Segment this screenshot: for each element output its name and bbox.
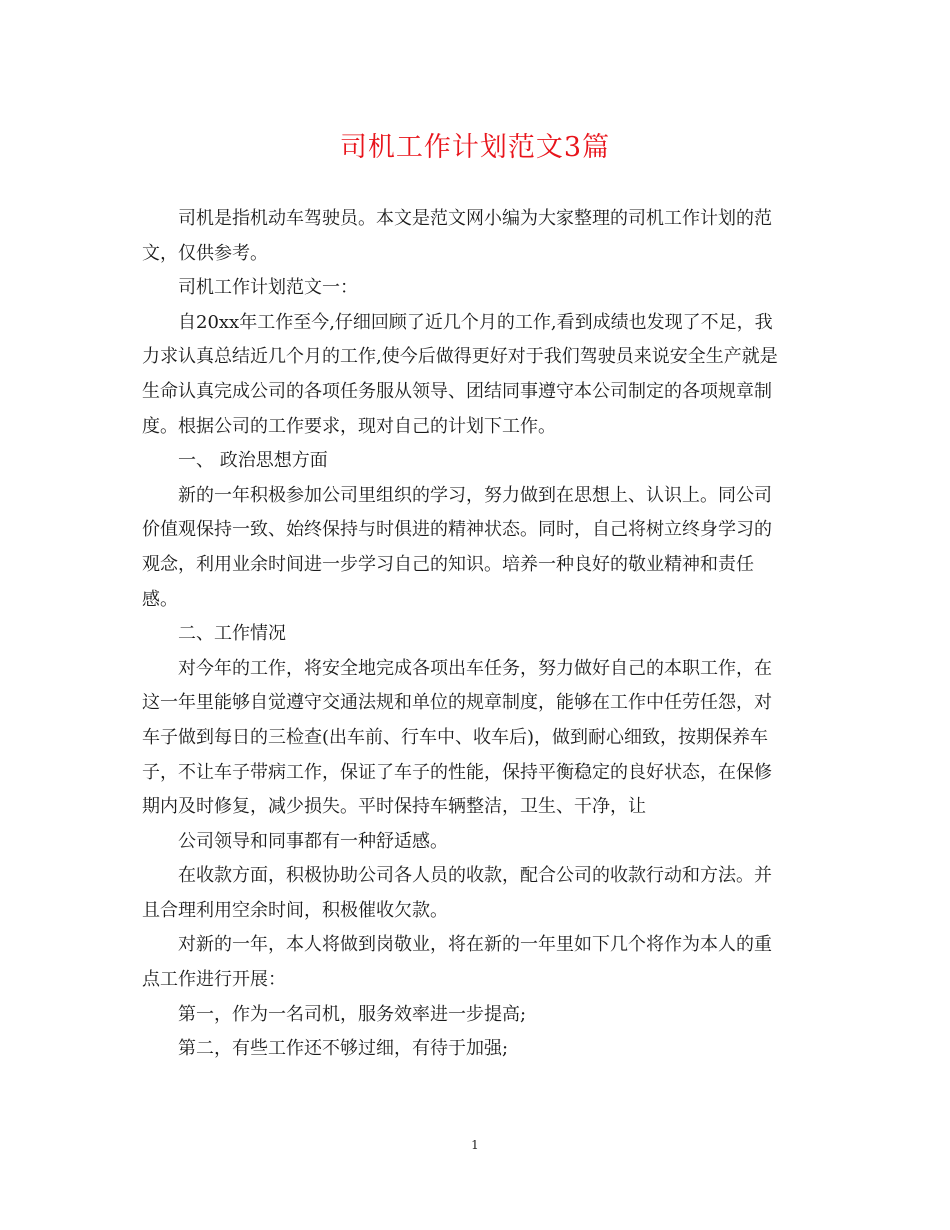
paragraph-line: 力求认真总结近几个月的工作,使今后做得更好对于我们驾驶员来说安全生产就是: [142, 346, 778, 368]
paragraph-line: 文，仅供参考。: [142, 242, 268, 264]
paragraph-line: 这一年里能够自觉遵守交通法规和单位的规章制度，能够在工作中任劳任怨，对: [142, 692, 772, 714]
paragraph-line: 感。: [142, 588, 178, 610]
document-body: [142, 202, 806, 1067]
paragraph-line: 一、 政治思想方面: [178, 450, 328, 472]
paragraph-line: 在收款方面，积极协助公司各人员的收款，配合公司的收款行动和方法。并: [178, 865, 772, 887]
paragraph-line: 新的一年积极参加公司里组织的学习，努力做到在思想上、认识上。同公司: [178, 484, 772, 506]
paragraph-line: 第二，有些工作还不够过细，有待于加强;: [178, 1038, 509, 1060]
paragraph: [142, 444, 806, 479]
paragraph-line: 子，不让车子带病工作，保证了车子的性能，保持平衡稳定的良好状态，在保修: [142, 761, 772, 783]
paragraph: [142, 859, 806, 928]
paragraph-line: 第一，作为一名司机，服务效率进一步提高;: [178, 1003, 527, 1025]
paragraph-line: 生命认真完成公司的各项任务服从领导、团结同事遵守本公司制定的各项规章制: [142, 380, 772, 402]
paragraph: [142, 306, 806, 444]
paragraph-line: 价值观保持一致、始终保持与时俱进的精神状态。同时，自己将树立终身学习的: [142, 519, 772, 541]
paragraph-line: 车子做到每日的三检查(出车前、行车中、收车后)，做到耐心细致，按期保养车: [142, 726, 769, 748]
paragraph: [142, 998, 806, 1033]
paragraph-line: 司机工作计划范文一：: [178, 277, 358, 299]
paragraph-line: 期内及时修复，减少损失。平时保持车辆整洁，卫生、干净，让: [142, 796, 646, 818]
paragraph: [142, 479, 806, 617]
paragraph: [142, 928, 806, 997]
paragraph: [142, 617, 806, 652]
paragraph: [142, 202, 806, 271]
paragraph: [142, 825, 806, 860]
paragraph-line: 对今年的工作，将安全地完成各项出车任务，努力做好自己的本职工作，在: [178, 657, 772, 679]
paragraph-line: 且合理利用空余时间，积极催收欠款。: [142, 899, 448, 921]
paragraph: [142, 1032, 806, 1067]
paragraph-line: 点工作进行开展：: [142, 969, 286, 991]
paragraph-line: 二、工作情况: [178, 623, 286, 645]
paragraph-line: 公司领导和同事都有一种舒适感。: [178, 830, 448, 852]
paragraph-line: 自20xx年工作至今,仔细回顾了近几个月的工作,看到成绩也发现了不足，我: [178, 311, 773, 333]
document-title: 司机工作计划范文3篇: [339, 132, 611, 163]
page-number: 1: [471, 1138, 479, 1152]
paragraph-line: 司机是指机动车驾驶员。本文是范文网小编为大家整理的司机工作计划的范: [178, 208, 772, 229]
paragraph: [142, 271, 806, 306]
paragraph-line: 对新的一年，本人将做到岗敬业，将在新的一年里如下几个将作为本人的重: [178, 934, 772, 956]
paragraph-line: 度。根据公司的工作要求，现对自己的计划下工作。: [142, 415, 556, 437]
paragraph: [142, 652, 806, 825]
paragraph-line: 观念，利用业余时间进一步学习自己的知识。培养一种良好的敬业精神和责任: [142, 553, 754, 575]
